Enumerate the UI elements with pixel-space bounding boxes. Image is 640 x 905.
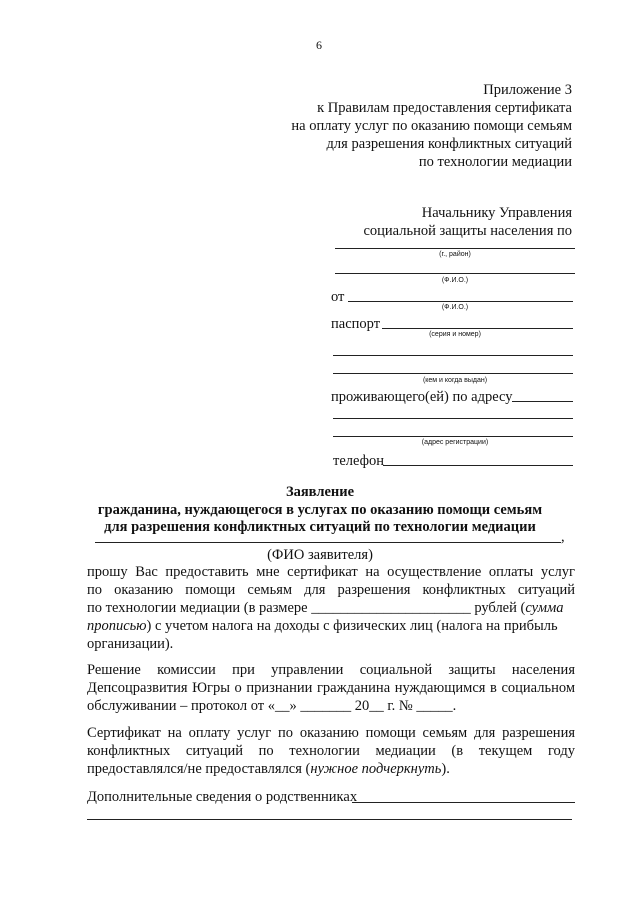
- paragraph-line: прошу Вас предоставить мне сертификат на осуществление оплаты услуг: [87, 564, 575, 580]
- paragraph-line: Решение комиссии при управлении социальной защиты населения: [87, 662, 575, 678]
- application-subtitle-line: для разрешения конфликтных ситуаций по технологии медиации: [104, 519, 536, 535]
- relatives-field-line-2[interactable]: [87, 819, 572, 820]
- paragraph-line: обслуживании – протокол от «__» _______ 20__ г. № _____.: [87, 698, 457, 714]
- relatives-field-line-1[interactable]: [352, 802, 575, 803]
- application-subtitle-line: гражданина, нуждающегося в услугах по оказанию помощи семьям: [97, 502, 543, 518]
- applicant-fio-field-line[interactable]: [348, 301, 573, 302]
- amount-italic: сумма: [525, 600, 564, 616]
- phone-label: телефон: [333, 453, 385, 469]
- provided-text: предоставлялся/не предоставлялся (: [87, 761, 311, 777]
- tax-text: ) с учетом налога на доходы с физических лиц (налога на прибыль: [146, 618, 558, 634]
- addressee-line: Начальнику Управления: [421, 205, 572, 221]
- applicant-fio-hint: (Ф.И.О.): [441, 304, 469, 311]
- annex-line: по технологии медиации: [418, 154, 572, 170]
- paragraph-line: [87, 760, 450, 778]
- paragraph-line: по оказанию помощи семьям для разрешения конфликтных ситуаций: [87, 582, 575, 598]
- head-fio-hint: (Ф.И.О.): [441, 277, 469, 284]
- amount-text: по технологии медиации (в размере ______________________ рублей (: [87, 600, 526, 616]
- annex-line: на оплату услуг по оказанию помощи семьям: [291, 118, 572, 134]
- applicant-name-comma: ,: [561, 529, 565, 545]
- applicant-name-hint: (ФИО заявителя): [267, 547, 373, 563]
- underline-note: нужное подчеркнуть: [310, 761, 442, 777]
- paragraph-line: конфликтных ситуаций по технологии медиации (в текущем году: [87, 743, 575, 759]
- address-hint: (адрес регистрации): [421, 439, 489, 446]
- annex-line: к Правилам предоставления сертификата: [317, 100, 572, 116]
- address-field-line-1[interactable]: [512, 401, 573, 402]
- amount-words-italic: прописью: [87, 618, 147, 634]
- passport-issued-field-line-2[interactable]: [333, 373, 573, 374]
- address-field-line-3[interactable]: [333, 436, 573, 437]
- phone-field-line[interactable]: [383, 465, 573, 466]
- city-field-line[interactable]: [335, 248, 575, 249]
- residing-label: проживающего(ей) по адресу: [331, 389, 513, 405]
- page-number: 6: [316, 38, 322, 52]
- relatives-label: Дополнительные сведения о родственниках: [87, 789, 358, 805]
- provided-text-end: ).: [441, 761, 450, 777]
- paragraph-line: организации).: [87, 636, 174, 652]
- city-hint: (г., район): [439, 251, 471, 258]
- address-field-line-2[interactable]: [333, 418, 573, 419]
- passport-series-field-line[interactable]: [382, 328, 573, 329]
- paragraph-line: Сертификат на оплату услуг по оказанию помощи семьям для разрешения: [87, 725, 575, 741]
- paragraph-line: [87, 599, 564, 617]
- paragraph-line: [87, 617, 558, 635]
- addressee-line: социальной защиты населения по: [363, 223, 572, 239]
- passport-series-hint: (серия и номер): [429, 331, 481, 338]
- paragraph-line: Депсоцразвития Югры о признании гражданина нуждающимся в социальном: [87, 680, 575, 696]
- passport-issued-hint: (кем и когда выдан): [422, 377, 488, 384]
- annex-title: Приложение 3: [483, 82, 572, 98]
- application-title: Заявление: [285, 484, 355, 500]
- passport-label: паспорт: [331, 316, 381, 332]
- passport-issued-field-line-1[interactable]: [333, 355, 573, 356]
- annex-line: для разрешения конфликтных ситуаций: [326, 136, 572, 152]
- head-fio-field-line[interactable]: [335, 273, 575, 274]
- applicant-name-field-line[interactable]: [95, 542, 561, 543]
- from-label: от: [331, 289, 345, 305]
